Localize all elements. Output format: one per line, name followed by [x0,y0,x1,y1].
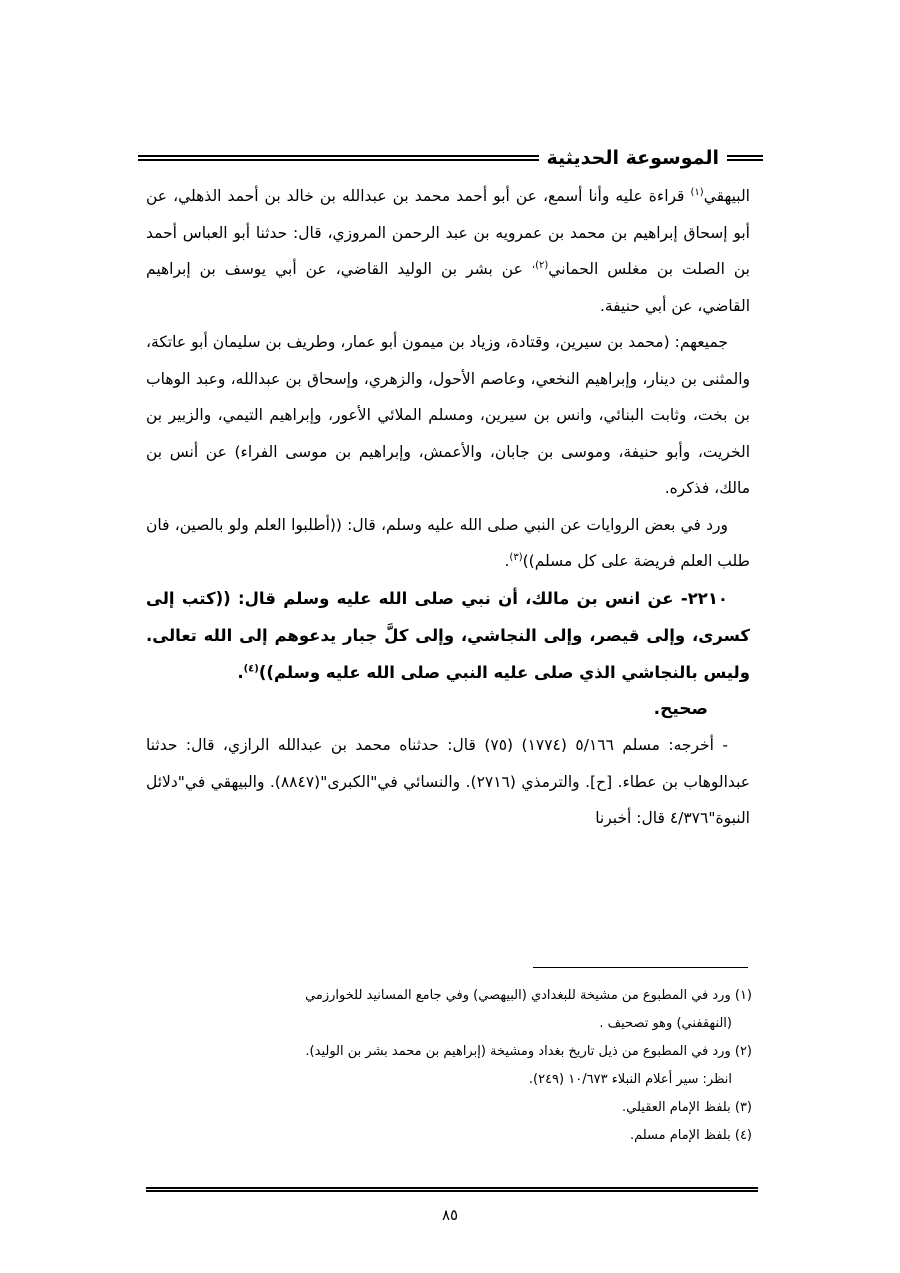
footnote-ref-3[interactable]: (٣) [509,551,523,563]
footnote-ref-2[interactable]: (٢)، [531,259,549,271]
footnote-1: (١) ورد في المطبوع من مشيخة للبغدادي (البيهصي) وفي جامع المسانيد للخوارزمي [305,988,752,1003]
variant-paragraph: ورد في بعض الروايات عن النبي صلى الله عليه وسلم، قال: ((أطلبوا العلم ولو بالصين، فان طلب العلم فريضة على كل مسلم))$^{(٣)}$. [146,515,750,570]
footnote-separator [533,967,748,968]
page-number: ٨٥ [441,1206,459,1224]
takhrij-paragraph: - أخرجه: مسلم ٥/١٦٦ (١٧٧٤) (٧٥) قال: حدثناه محمد بن عبدالله الرازي، قال: حدثنا عبدالوهاب بن عطاء. [ح]. والترمذي (٢٧١٦). والنسائي في"الكبرى"(٨٨٤٧). والبيهقي في"دلائل النبوة"٤/٣٧٦ قال: أخبرنا [146,736,750,827]
header-rule-left [138,155,539,161]
running-header [138,143,763,173]
footnote-3: (٣) بلفظ الإمام العقيلي. [622,1100,752,1115]
footnote-ref-4[interactable]: (٤) [243,663,259,674]
bottom-rule [146,1187,758,1192]
footnote-ref-1[interactable]: (١) [690,186,704,198]
hadith-verdict: صحيح. [653,698,708,719]
footnote-2: (٢) ورد في المطبوع من ذيل تاريخ بغداد ومشيخة (إبراهيم بن محمد بشر بن الوليد). [305,1044,752,1059]
footnote-4: (٤) بلفظ الإمام مسلم. [629,1128,752,1143]
header-rule-right [727,155,763,161]
narrators-paragraph: جميعهم: (محمد بن سيرين، وقتادة، وزياد بن ميمون أبو عمار، وطريف بن سليمان أبو عاتكة، والمثنى بن دينار، وإبراهيم النخعي، وعاصم الأحول، والزهري، وإسحاق بن عبدالله، وعبد الوهاب بن بخت، وثابت البنائي، وانس بن سيرين، ومسلم الملائي الأعور، وإبراهيم التيمي، والزبير بن الخريت، وأبو حنيفة، وموسى بن جابان، والأعمش، وإبراهيم بن موسى الفراء) عن أنس بن مالك، فذكره. [146,333,750,497]
hadith-text: ٢٢١٠- عن انس بن مالك، أن نبي صلى الله عليه وسلم قال: ((كتب إلى كسرى، وإلى قيصر، وإلى النجاشي، وإلى كلَّ جبار يدعوهم إلى الله تعالى. وليس بالنجاشي الذي صلى عليه النبي صلى الله عليه وسلم))$^{(٤)}$. [146,588,750,682]
footnotes [152,982,752,1150]
main-text [146,178,750,837]
isnad-paragraph: البيهقي$^{(١)}$ قراءة عليه وأنا أسمع، عن أبو أحمد محمد بن عبدالله بن خالد بن أحمد الذهلي، عن أبو إسحاق إبراهيم بن محمد بن عمرويه بن عبد الرحمن المروزي، قال: حدثنا أبو العباس أحمد بن الصلت بن مغلس الحماني$^{(٢)،}$ عن بشر بن الوليد القاضي، عن أبي يوسف بن إبراهيم القاضي، عن أبي حنيفة. [146,186,750,315]
header-title: الموسوعة الحديثية [546,147,719,169]
footnote-2-continuation: انظر: سير أعلام النبلاء ١٠/٦٧٣ (٢٤٩). [528,1072,732,1087]
footnote-1-continuation: (النهقفني) وهو تصحيف . [599,1016,732,1031]
